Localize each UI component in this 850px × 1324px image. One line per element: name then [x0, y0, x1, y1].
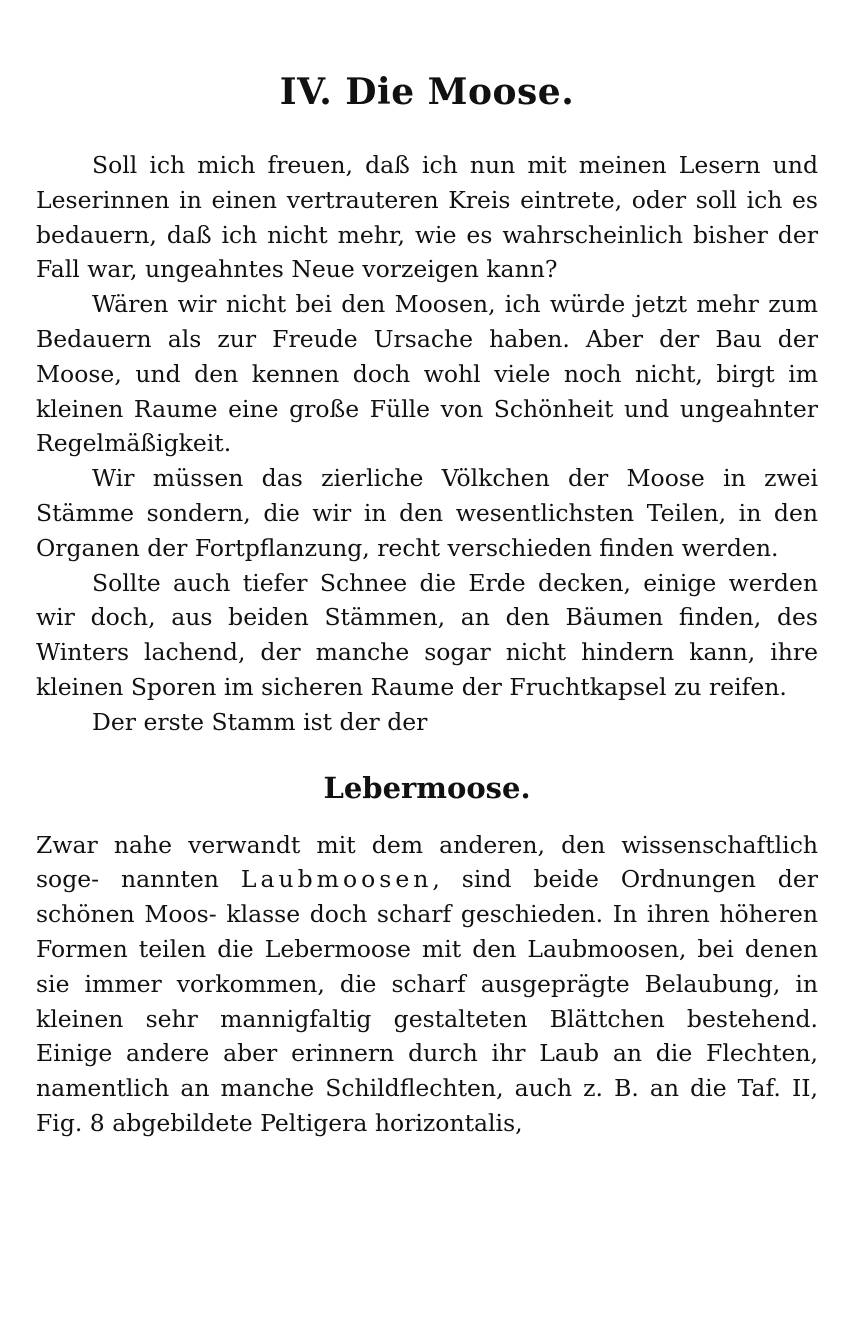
section-title: Lebermoose. [323, 770, 531, 805]
spaced-word-laubmoosen: Laubmoosen [240, 865, 433, 894]
section-paragraph-rest: , sind beide Ordnungen der schönen Moos- klasse doch scharf geschieden. In ihren höheren Formen teilen die Lebermoose mit den Laubmoosen, bei denen sie immer vorkommen, die scharf ausgeprägte Belaubung, in kleinen sehr mannigfaltig gestalteten Blättchen bestehend. Einige andere aber erinnern durch ihr Laub an die Flechten, namentlich an manche Schildflechten, auch z. B. an die Taf. II, Fig. 8 abgebildete Peltigera horizontalis, [36, 865, 818, 1137]
section-paragraph-start: Zwar nahe verwandt mit dem anderen, den wissenschaftlich soge- nannten [36, 830, 818, 894]
paragraph-3: Wir müssen das zierliche Völkchen der Moose in zwei Stämme sondern, die wir in den wesentlichsten Teilen, in den Organen der Fortpflanzung, recht verschieden finden werden. [36, 464, 818, 562]
chapter-title: IV. Die Moose. [279, 71, 575, 113]
section-paragraph [36, 828, 818, 1141]
paragraph-4: Sollte auch tiefer Schnee die Erde decken, einige werden wir doch, aus beiden Stämmen, an den Bäumen finden, des Winters lachend, der manche sogar nicht hindern kann, ihre kleinen Sporen im sicheren Raume der Fruchtkapsel zu reifen. [36, 568, 818, 701]
paragraph-1: Soll ich mich freuen, daß ich nun mit meinen Lesern und Leserinnen in einen vertrauteren Kreis eintrete, oder soll ich es bedauern, daß ich nicht mehr, wie es wahrscheinlich bisher der Fall war, ungeahntes Neue vorzeigen kann? [36, 151, 818, 284]
paragraph-2: Wären wir nicht bei den Moosen, ich würde jetzt mehr zum Bedauern als zur Freude Ursache haben. Aber der Bau der Moose, und den kennen doch wohl viele noch nicht, birgt im kleinen Raume eine große Fülle von Schönheit und ungeahnter Regelmäßigkeit. [36, 290, 818, 458]
paragraph-5: Der erste Stamm ist der der [92, 707, 428, 736]
book-page [36, 70, 818, 1141]
